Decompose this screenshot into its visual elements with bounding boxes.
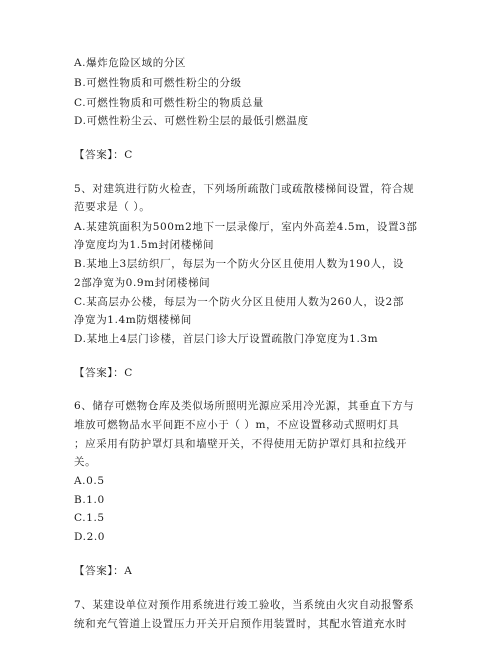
q5-option-b-cont: 2部净宽为0.9m封闭楼梯间: [74, 277, 211, 289]
question-5-text-cont: 范要求是（ ）。: [74, 201, 151, 213]
q5-option-c: C.某高层办公楼，每层为一个防火分区且使用人数为260人，设2部: [74, 296, 404, 308]
answer-label: 【答案】：A: [74, 565, 133, 577]
q6-option-a: A.0.5: [74, 475, 105, 487]
option-b: B.可燃性物质和可燃性粉尘的分级: [74, 77, 242, 89]
question-6-text-cont: ；应采用有防护罩灯具和墙壁开关，不得使用无防护罩灯具和拉线开: [74, 438, 407, 450]
q5-option-c-cont: 净宽为1.4m防烟楼梯间: [74, 314, 192, 326]
q5-option-a-cont: 净宽度均为1.5m封闭楼梯间: [74, 239, 215, 251]
q6-option-d: D.2.0: [74, 531, 106, 543]
question-6-text: 6、储存可燃物仓库及类似场所照明光源应采用冷光源，其垂直下方与: [74, 400, 415, 412]
q5-option-b: B.某地上3层纺织厂，每层为一个防火分区且使用人数为190人，设: [74, 258, 404, 270]
option-c: C.可燃性物质和可燃性粉尘的物质总量: [74, 97, 264, 109]
q6-option-c: C.1.5: [74, 512, 105, 524]
question-7-text: 7、某建设单位对预作用系统进行竣工验收，当系统由火灾自动报警系: [74, 599, 415, 611]
q5-option-d: D.某地上4层门诊楼，首层门诊大厅设置疏散门净宽度为1.3m: [74, 333, 379, 345]
question-5-text: 5、对建筑进行防火检查，下列场所疏散门或疏散楼梯间设置，符合规: [74, 183, 415, 195]
option-d: D.可燃性粉尘云、可燃性粉尘层的最低引燃温度: [74, 115, 309, 127]
option-a: A.爆炸危险区域的分区: [74, 57, 187, 69]
q5-option-a: A.某建筑面积为500m2地下一层录像厅，室内外高差4.5m，设置3部: [74, 221, 418, 233]
question-6-text-cont: 关。: [74, 456, 97, 468]
answer-label: 【答案】：C: [74, 367, 133, 379]
question-6-text-cont: 堆放可燃物品水平间距不应小于（ ）m，不应设置移动式照明灯具: [74, 419, 400, 431]
q6-option-b: B.1.0: [74, 494, 105, 506]
question-7-text-cont: 统和充气管道上设置压力开关开启预作用装置时，其配水管道充水时: [74, 618, 407, 630]
answer-label: 【答案】：C: [74, 149, 133, 161]
